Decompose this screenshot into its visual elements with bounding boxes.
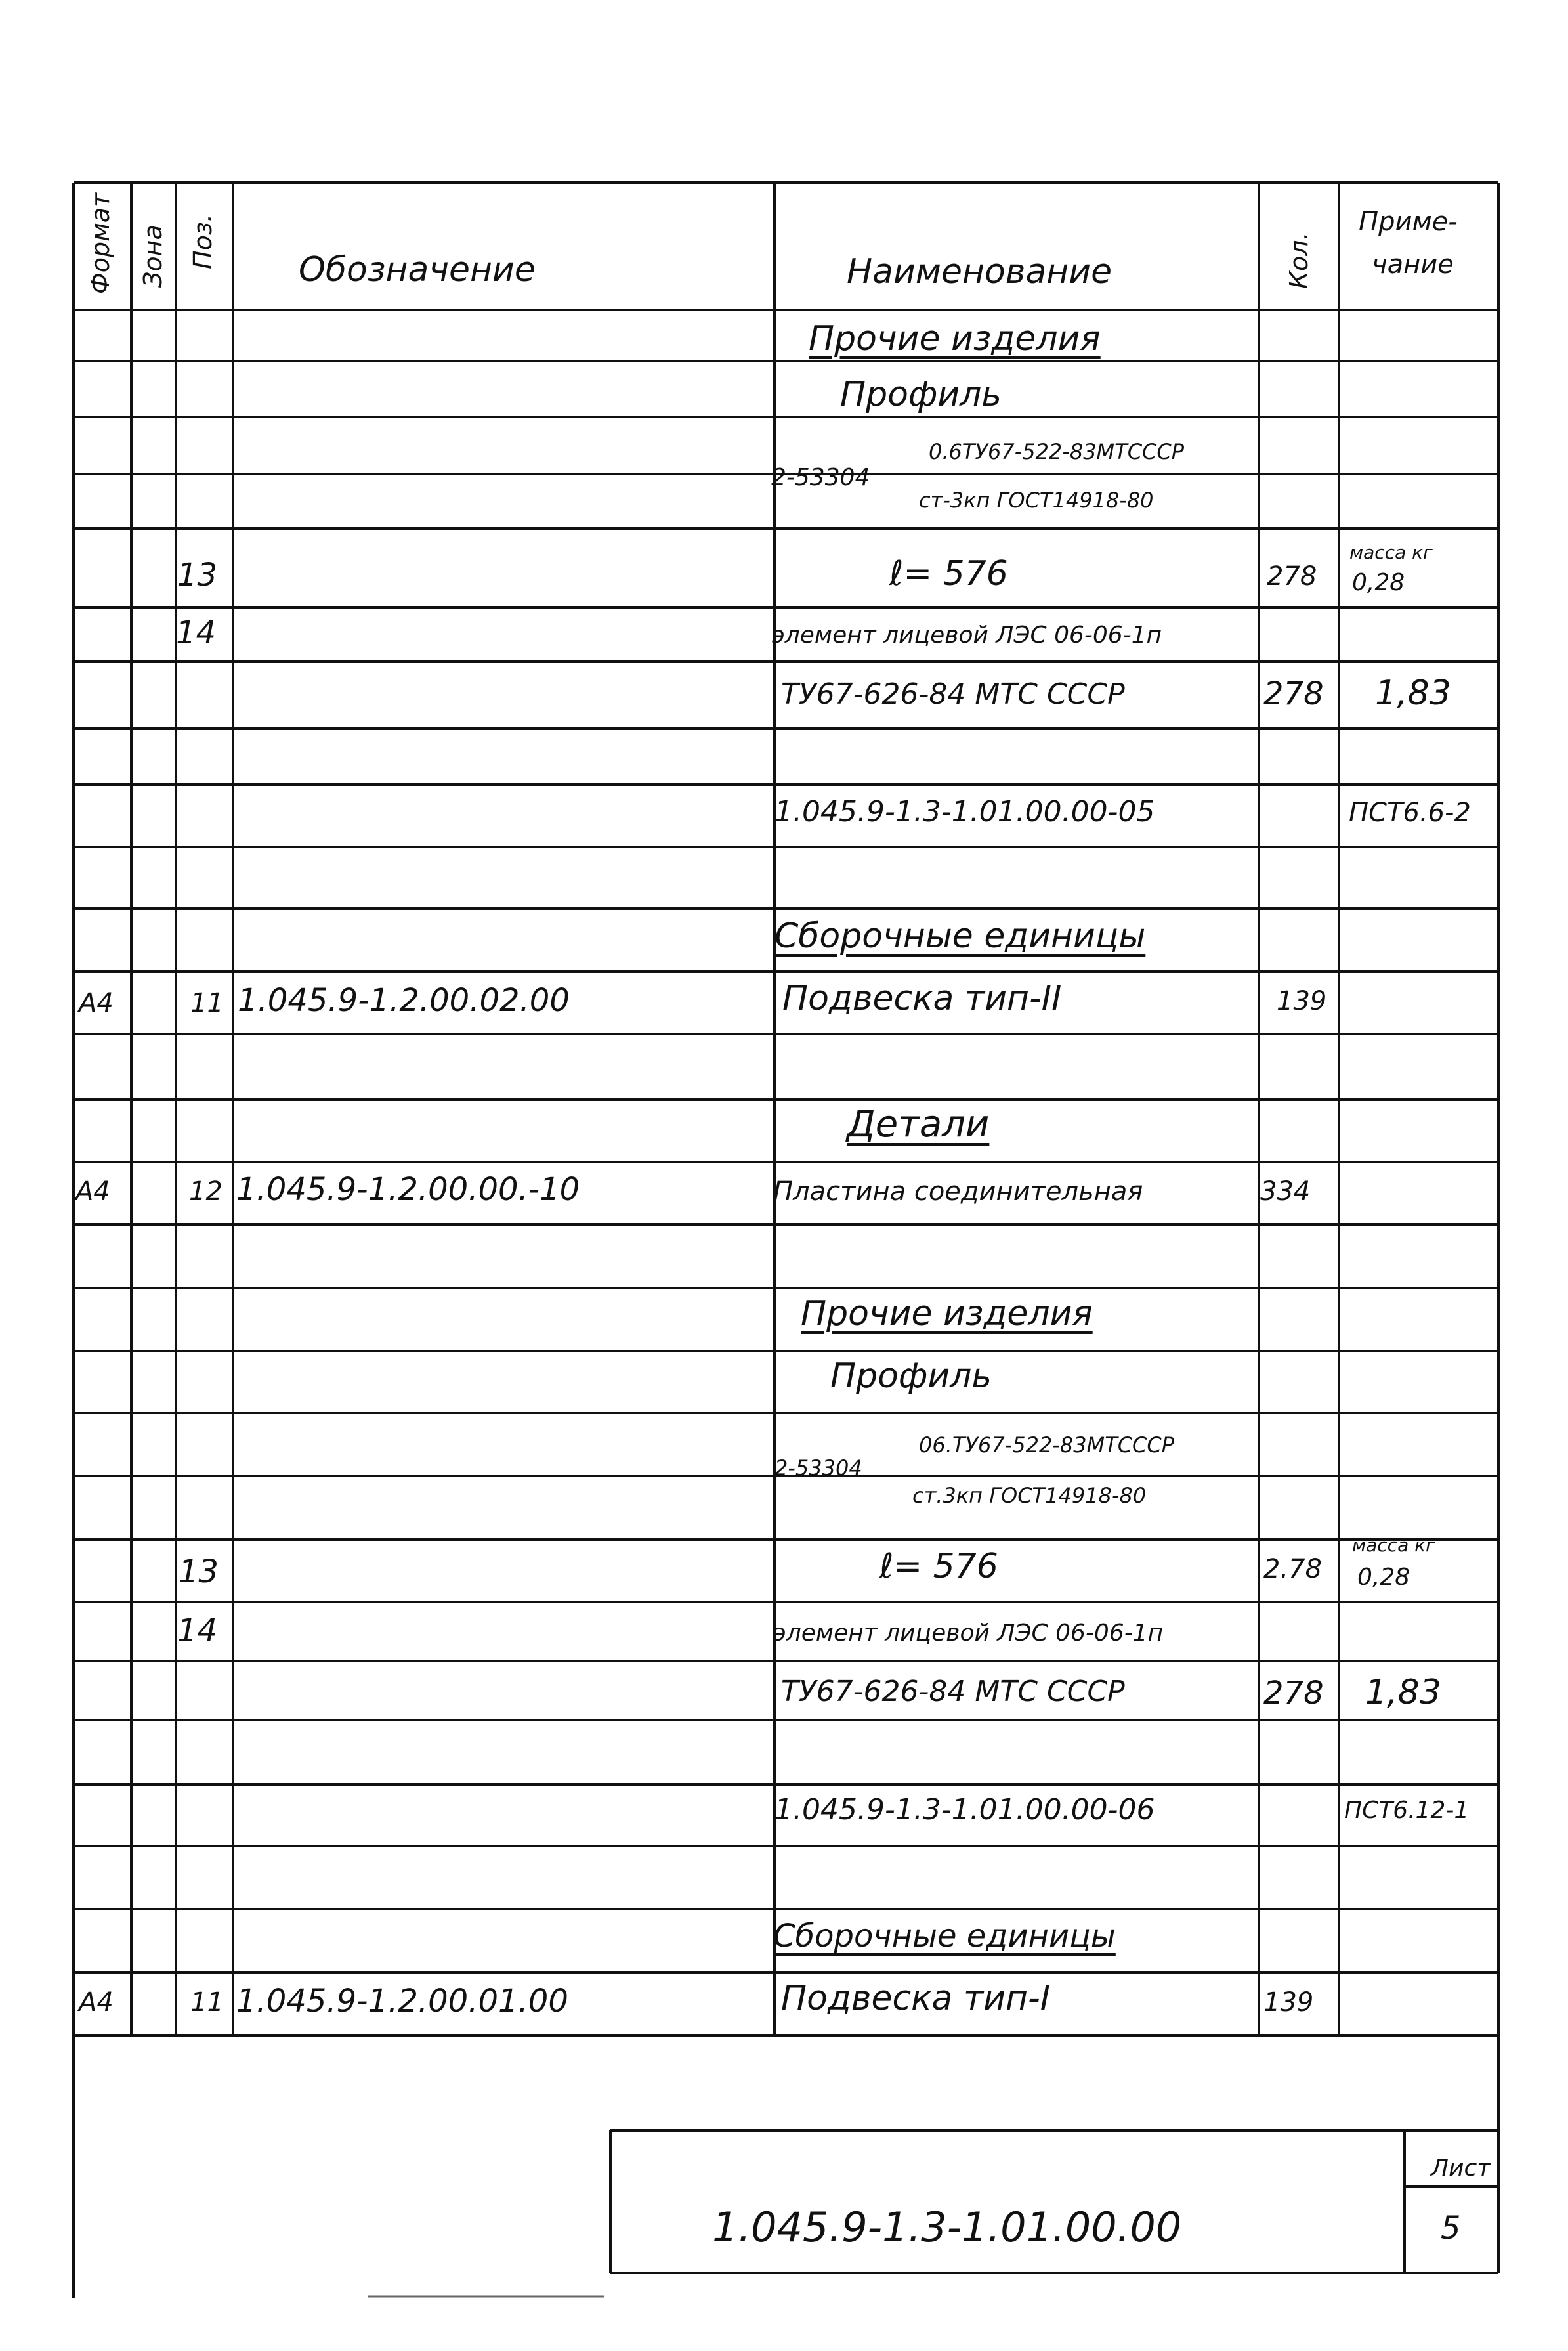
title-block-sheet-number: 5 — [1441, 2210, 1461, 2247]
section1-pos-14: 14 — [176, 615, 217, 651]
section2-other-items-title: Прочие изделия — [801, 1294, 1093, 1333]
section2-pos-14: 14 — [177, 1612, 218, 1649]
header-zone: Зона — [138, 225, 167, 288]
header-pos: Поз. — [188, 213, 217, 269]
section1-qty-14: 278 — [1263, 676, 1324, 712]
section2-spec-code: 2-53304 — [774, 1456, 862, 1480]
section2-qty-14: 278 — [1263, 1675, 1324, 1712]
details-designation: 1.045.9-1.2.00.00.-10 — [236, 1171, 580, 1208]
section2-spec-line2: ст.3кп ГОСТ14918-80 — [912, 1483, 1147, 1508]
section1-tu: ТУ67-626-84 МТС СССР — [781, 678, 1125, 711]
section2-mass-value: 0,28 — [1357, 1564, 1410, 1591]
section1-asm-qty: 139 — [1277, 986, 1327, 1016]
section1-profile: Профиль — [840, 375, 1002, 414]
section2-asm-qty: 139 — [1263, 1987, 1314, 2017]
section1-asm-format: А4 — [79, 988, 114, 1018]
section1-mass-label: масса кг — [1349, 542, 1433, 563]
section1-spec-line2: ст-3кп ГОСТ14918-80 — [919, 488, 1154, 513]
header-note-line1: Приме- — [1359, 207, 1458, 237]
section2-assembly-units-title: Сборочные единицы — [773, 1918, 1116, 1954]
section2-profile: Профиль — [830, 1356, 992, 1396]
title-block-sheet-label: Лист — [1431, 2155, 1491, 2182]
section2-asm-pos: 11 — [190, 1987, 224, 2017]
section1-note-14: 1,83 — [1375, 674, 1451, 713]
section1-asm-name: Подвеска тип-II — [782, 979, 1062, 1018]
section1-qty-13: 278 — [1267, 561, 1317, 592]
header-format: Формат — [86, 192, 115, 294]
section1-spec-line1: 0.6ТУ67-522-83МТСССР — [929, 439, 1185, 464]
details-format: А4 — [75, 1176, 110, 1207]
section1-assembly-units-title: Сборочные единицы — [774, 917, 1146, 956]
section1-spec-code: 2-53304 — [771, 464, 870, 491]
section2-doc-note: ПСТ6.12-1 — [1344, 1797, 1470, 1824]
section1-length: ℓ= 576 — [889, 554, 1008, 593]
section2-length: ℓ= 576 — [879, 1547, 998, 1586]
section2-pos-13: 13 — [179, 1553, 219, 1590]
section1-doc-note: ПСТ6.6-2 — [1349, 798, 1471, 828]
header-note-line2: чание — [1372, 249, 1454, 280]
section-title-other-items: Прочие изделия — [809, 319, 1101, 358]
section1-pos-13: 13 — [177, 557, 218, 593]
section2-tu: ТУ67-626-84 МТС СССР — [781, 1675, 1125, 1708]
section2-spec-line1: 06.ТУ67-522-83МТСССР — [919, 1433, 1175, 1457]
section2-asm-designation: 1.045.9-1.2.00.01.00 — [236, 1983, 568, 2019]
section2-doc-ref: 1.045.9-1.3-1.01.00.00-06 — [774, 1793, 1155, 1826]
section2-asm-format: А4 — [79, 1987, 114, 2017]
section1-mass-value: 0,28 — [1352, 569, 1405, 596]
details-qty: 334 — [1260, 1176, 1311, 1207]
section1-asm-designation: 1.045.9-1.2.00.02.00 — [238, 982, 570, 1019]
section2-mass-label: масса кг — [1352, 1534, 1435, 1556]
section2-note-14: 1,83 — [1365, 1673, 1441, 1712]
details-pos: 12 — [189, 1176, 222, 1207]
header-qty: Кол. — [1284, 232, 1313, 289]
header-designation: Обозначение — [299, 250, 536, 290]
section1-asm-pos: 11 — [190, 988, 224, 1018]
section2-qty-13: 2.78 — [1263, 1554, 1323, 1584]
title-block-doc-number: 1.045.9-1.3-1.01.00.00 — [712, 2203, 1182, 2251]
details-title: Детали — [847, 1103, 990, 1146]
section2-element: элемент лицевой ЛЭС 06-06-1п — [773, 1620, 1164, 1647]
section1-element: элемент лицевой ЛЭС 06-06-1п — [772, 622, 1162, 649]
header-name: Наименование — [847, 252, 1112, 291]
details-name: Пластина соединительная — [773, 1176, 1143, 1207]
section1-doc-ref: 1.045.9-1.3-1.01.00.00-05 — [774, 795, 1155, 829]
section2-asm-name: Подвеска тип-I — [781, 1979, 1051, 2018]
